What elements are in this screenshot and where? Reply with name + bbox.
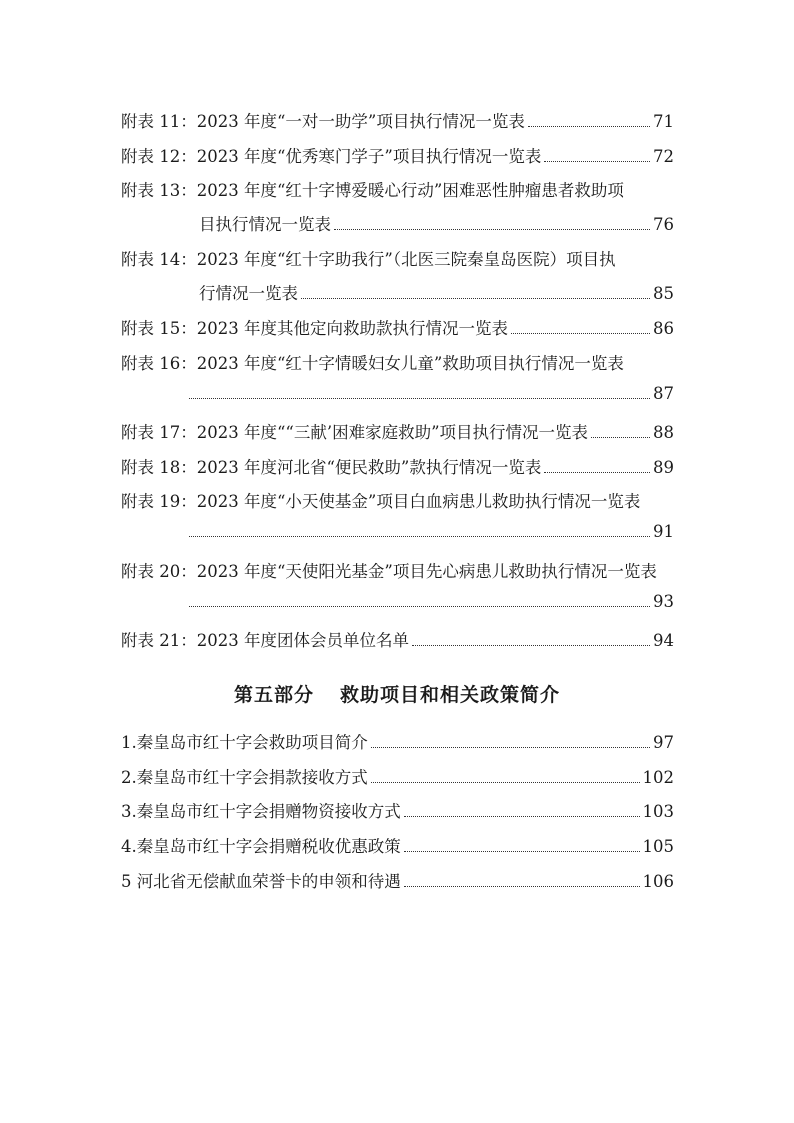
toc-item-3 (121, 798, 674, 820)
page-number: 105 (642, 837, 674, 856)
entry-title-line1: 2023 年度“天使阳光基金”项目先心病患儿救助执行情况一览表 (196, 562, 657, 581)
entry-title-line1: 2023 年度“小天使基金”项目白血病患儿救助执行情况一览表 (196, 492, 641, 511)
page-number: 91 (653, 522, 674, 541)
page-number: 71 (653, 112, 674, 131)
page-number: 97 (653, 733, 674, 752)
dot-leader (412, 645, 650, 646)
entry-title: 2023 年度河北省“便民救助”款执行情况一览表 (196, 458, 542, 477)
appendix-entry-15 (121, 315, 674, 337)
page-number: 102 (642, 768, 674, 787)
entry-title (121, 488, 674, 512)
entry-title (121, 350, 674, 374)
entry-prefix: 附表 13： (121, 181, 197, 200)
dot-leader (189, 398, 650, 399)
entry-title-line1: 2023 年度“红十字博爱暖心行动”困难恶性肿瘤患者救助项 (196, 181, 624, 200)
dot-leader (544, 472, 650, 473)
item-title: 1.秦皇岛市红十字会救助项目简介 (121, 733, 368, 752)
page-number: 106 (642, 872, 674, 891)
item-title: 4.秦皇岛市红十字会捐赠税收优惠政策 (121, 837, 401, 856)
toc-item-5 (121, 868, 674, 890)
entry-title (121, 246, 674, 270)
entry-title-line1: 2023 年度“红十字助我行”（北医三院秦皇岛医院）项目执 (196, 250, 616, 269)
page-number: 88 (653, 423, 674, 442)
entry-title (121, 177, 674, 201)
item-title: 5 河北省无偿献血荣誉卡的申领和待遇 (121, 872, 401, 891)
entry-prefix: 附表 15： (121, 319, 197, 338)
appendix-entry-19 (121, 488, 674, 544)
entry-prefix: 附表 20： (121, 562, 197, 581)
dot-leader (591, 437, 650, 438)
dot-leader (334, 229, 650, 230)
dot-leader (189, 536, 650, 537)
entry-prefix: 附表 19： (121, 492, 197, 511)
toc-item-2 (121, 764, 674, 786)
entry-title (121, 558, 674, 582)
appendix-entry-11 (121, 108, 674, 130)
entry-title-line1: 2023 年度“红十字情暖妇女儿童”救助项目执行情况一览表 (196, 354, 624, 373)
entry-prefix: 附表 16： (121, 354, 197, 373)
page-number: 85 (653, 284, 674, 303)
page-number: 89 (653, 458, 674, 477)
entry-title: 2023 年度““三献’困难家庭救助”项目执行情况一览表 (196, 423, 589, 442)
dot-leader (544, 161, 650, 162)
dot-leader (404, 851, 640, 852)
entry-title-continued: 行情况一览表 (199, 284, 298, 303)
entry-prefix: 附表 12： (121, 147, 197, 166)
entry-title: 2023 年度“一对一助学”项目执行情况一览表 (196, 112, 525, 131)
page-number: 76 (653, 215, 674, 234)
dot-leader (404, 816, 640, 817)
dot-leader (404, 886, 640, 887)
item-title: 2.秦皇岛市红十字会捐款接收方式 (121, 768, 368, 787)
entry-title-continued: 目执行情况一览表 (199, 215, 331, 234)
toc-item-1 (121, 729, 674, 751)
dot-leader (511, 333, 650, 334)
section-name: 救助项目和相关政策简介 (340, 684, 561, 706)
entry-prefix: 附表 18： (121, 458, 197, 477)
appendix-entry-17 (121, 419, 674, 441)
appendix-entry-20 (121, 558, 674, 614)
entry-title: 2023 年度其他定向救助款执行情况一览表 (196, 319, 508, 338)
entry-title: 2023 年度“优秀寒门学子”项目执行情况一览表 (196, 147, 542, 166)
entry-prefix: 附表 21： (121, 631, 197, 650)
dot-leader (528, 126, 650, 127)
entry-prefix: 附表 14： (121, 250, 197, 269)
appendix-entry-18 (121, 454, 674, 476)
dot-leader (301, 298, 650, 299)
section-heading (0, 680, 794, 707)
page-number: 103 (642, 802, 674, 821)
dot-leader (189, 606, 650, 607)
appendix-entry-12 (121, 143, 674, 165)
toc-item-4 (121, 833, 674, 855)
entry-prefix: 附表 17： (121, 423, 197, 442)
page-number: 72 (653, 147, 674, 166)
page-number: 86 (653, 319, 674, 338)
dot-leader (371, 747, 650, 748)
page-number: 87 (653, 384, 674, 403)
item-title: 3.秦皇岛市红十字会捐赠物资接收方式 (121, 802, 401, 821)
dot-leader (371, 782, 640, 783)
page-number: 94 (653, 631, 674, 650)
appendix-entry-21 (121, 627, 674, 649)
page-number: 93 (653, 592, 674, 611)
entry-prefix: 附表 11： (121, 112, 197, 131)
section-part: 第五部分 (233, 684, 314, 706)
appendix-entry-16 (121, 350, 674, 406)
appendix-entry-13 (121, 177, 674, 233)
appendix-entry-14 (121, 246, 674, 302)
entry-title: 2023 年度团体会员单位名单 (196, 631, 409, 650)
